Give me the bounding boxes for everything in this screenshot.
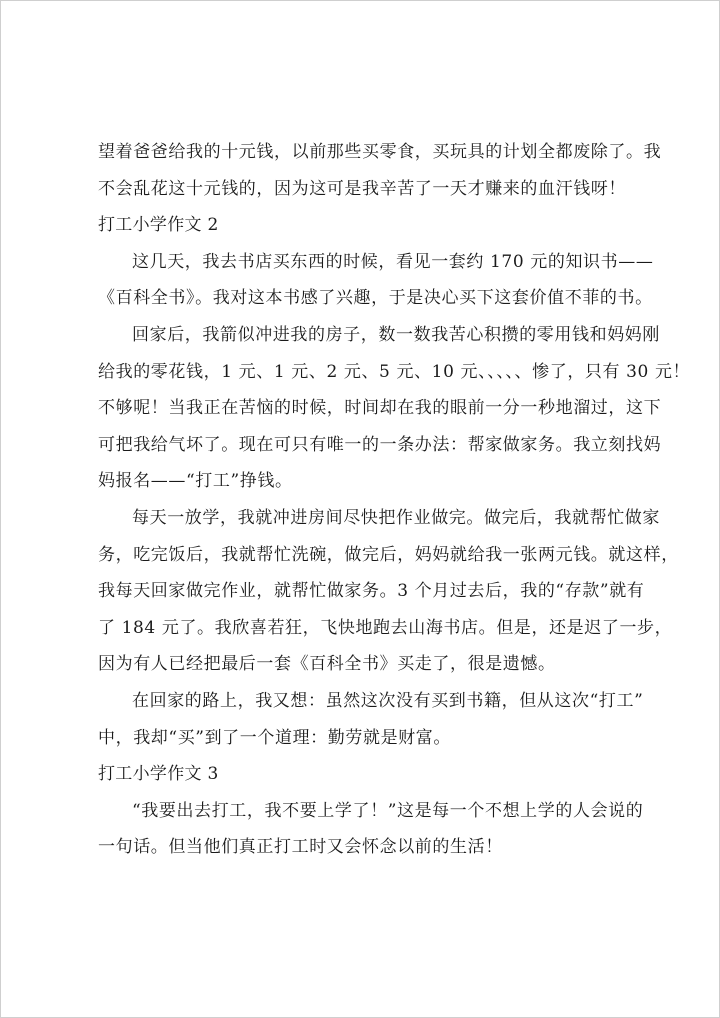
section-heading: 打工小学作文 3 [98, 764, 219, 785]
paragraph-line: 中，我却“买”到了一个道理：勤劳就是财富。 [98, 727, 451, 748]
section-heading: 打工小学作文 2 [98, 215, 219, 236]
paragraph-line: 在回家的路上，我又想：虽然这次没有买到书籍，但从这次“打工” [132, 690, 644, 711]
paragraph-line: 给我的零花钱，1 元、1 元、2 元、5 元、10 元、、、、、惨了，只有 30 元！ [98, 361, 691, 382]
paragraph-line: 这几天，我去书店买东西的时候，看见一套约 170 元的知识书—— [132, 251, 654, 272]
paragraph-line: 《百科全书》。我对这本书感了兴趣，于是决心买下这套价值不菲的书。 [98, 288, 653, 309]
paragraph-line: “我要出去打工，我不要上学了！”这是每一个不想上学的人会说的 [132, 800, 644, 821]
document-body [98, 134, 691, 866]
paragraph-line: 回家后，我箭似冲进我的房子，数一数我苦心积攒的零用钱和妈妈刚 [132, 324, 660, 345]
paragraph-line: 因为有人已经把最后一套《百科全书》买走了，很是遗憾。 [98, 654, 556, 675]
paragraph-line: 不会乱花这十元钱的，因为这可是我辛苦了一天才赚来的血汗钱呀！ [98, 178, 626, 199]
paragraph-line: 可把我给气坏了。现在可只有唯一的一条办法：帮家做家务。我立刻找妈 [98, 434, 662, 455]
paragraph-line: 每天一放学，我就冲进房间尽快把作业做完。做完后，我就帮忙做家 [132, 507, 660, 528]
paragraph-line: 了 184 元了。我欣喜若狂，飞快地跑去山海书店。但是，还是迟了一步， [98, 617, 673, 638]
paragraph-line: 务，吃完饭后，我就帮忙洗碗，做完后，妈妈就给我一张两元钱。就这样， [98, 544, 679, 565]
paragraph-line: 一句话。但当他们真正打工时又会怀念以前的生活！ [98, 837, 503, 858]
paragraph-line: 望着爸爸给我的十元钱，以前那些买零食，买玩具的计划全都废除了。我 [98, 142, 662, 162]
paragraph-line: 我每天回家做完作业，就帮忙做家务。3 个月过去后，我的“存款”就有 [98, 581, 645, 602]
paragraph-line: 不够呢！当我正在苦恼的时候，时间却在我的眼前一分一秒地溜过，这下 [98, 398, 662, 419]
paragraph-line: 妈报名——“打工”挣钱。 [98, 471, 293, 492]
